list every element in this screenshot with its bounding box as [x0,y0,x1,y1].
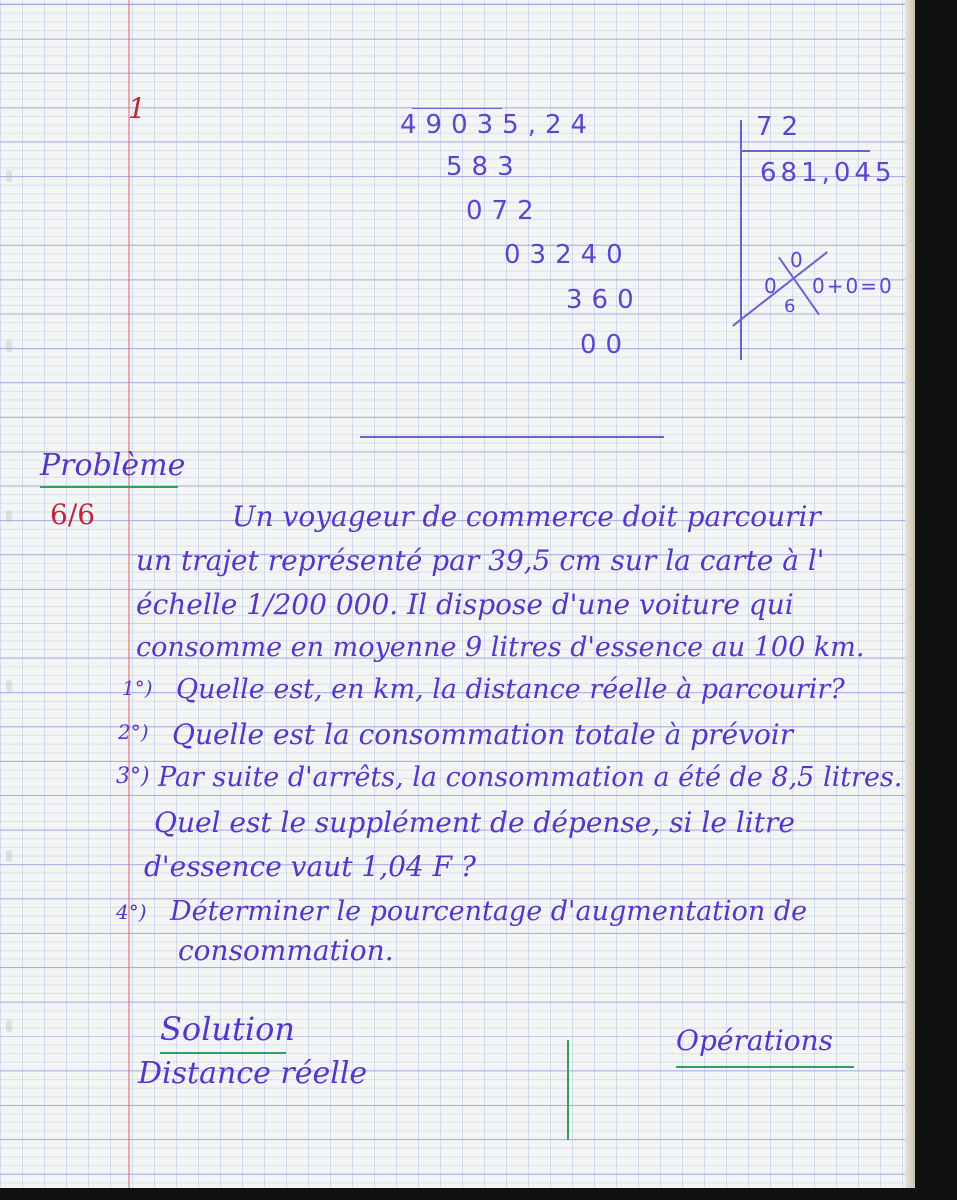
question-1-number: 1°) [122,676,153,700]
quotient: 681,045 [760,158,896,188]
division-vertical-bar [740,120,742,360]
check-right: 0+0=0 [812,274,894,298]
check-bottom: 6 [784,296,805,317]
division-remainder: 00 [580,330,632,360]
solution-line-1: Distance réelle [138,1056,368,1091]
problem-line-3: échelle 1/200 000. Il dispose d'une voiture qui [136,588,794,621]
division-step-3: 03240 [504,240,632,270]
operations-heading-underline [676,1066,854,1068]
check-top: 0 [790,248,812,272]
dividend-bracket [412,108,502,109]
solution-heading-underline [160,1052,286,1054]
check-left: 0 [764,274,786,298]
solution-divider [567,1040,569,1140]
problem-heading: Problème [40,448,186,483]
division-step-4: 360 [566,285,643,315]
question-4-number: 4°) [116,900,147,924]
problem-line-1: Un voyageur de commerce doit parcourir [232,500,821,533]
page-number: 1 [128,92,146,125]
question-3-line-2: Quel est le supplément de dépense, si le litre [154,806,795,839]
solution-heading: Solution [160,1010,295,1048]
division-step-1: 583 [446,152,523,182]
problem-heading-underline [40,486,178,488]
page-edge [905,0,915,1188]
division-horizontal-bar [740,150,870,152]
question-2-number: 2°) [118,720,149,744]
operations-heading: Opérations [676,1024,833,1057]
grade: 6/6 [50,498,96,531]
problem-line-4: consomme en moyenne 9 litres d'essence au 100 km. [136,632,865,663]
question-4-line-2: consommation. [178,934,394,967]
dividend: 49035,24 [400,110,597,140]
question-4-text: Déterminer le pourcentage d'augmentation de [170,896,808,927]
question-2-text: Quelle est la consommation totale à prévoir [172,718,794,751]
question-3-text: Par suite d'arrêts, la consommation a été de 8,5 litres. [158,762,903,793]
divisor: 72 [756,112,808,142]
division-step-2: 072 [466,196,543,226]
question-3-number: 3°) [116,764,150,789]
margin-line [128,0,130,1188]
problem-line-2: un trajet représenté par 39,5 cm sur la carte à l' [136,544,825,577]
question-1-text: Quelle est, en km, la distance réelle à parcourir? [176,674,845,705]
question-3-line-3: d'essence vaut 1,04 F ? [144,850,476,883]
section-separator [360,436,664,438]
